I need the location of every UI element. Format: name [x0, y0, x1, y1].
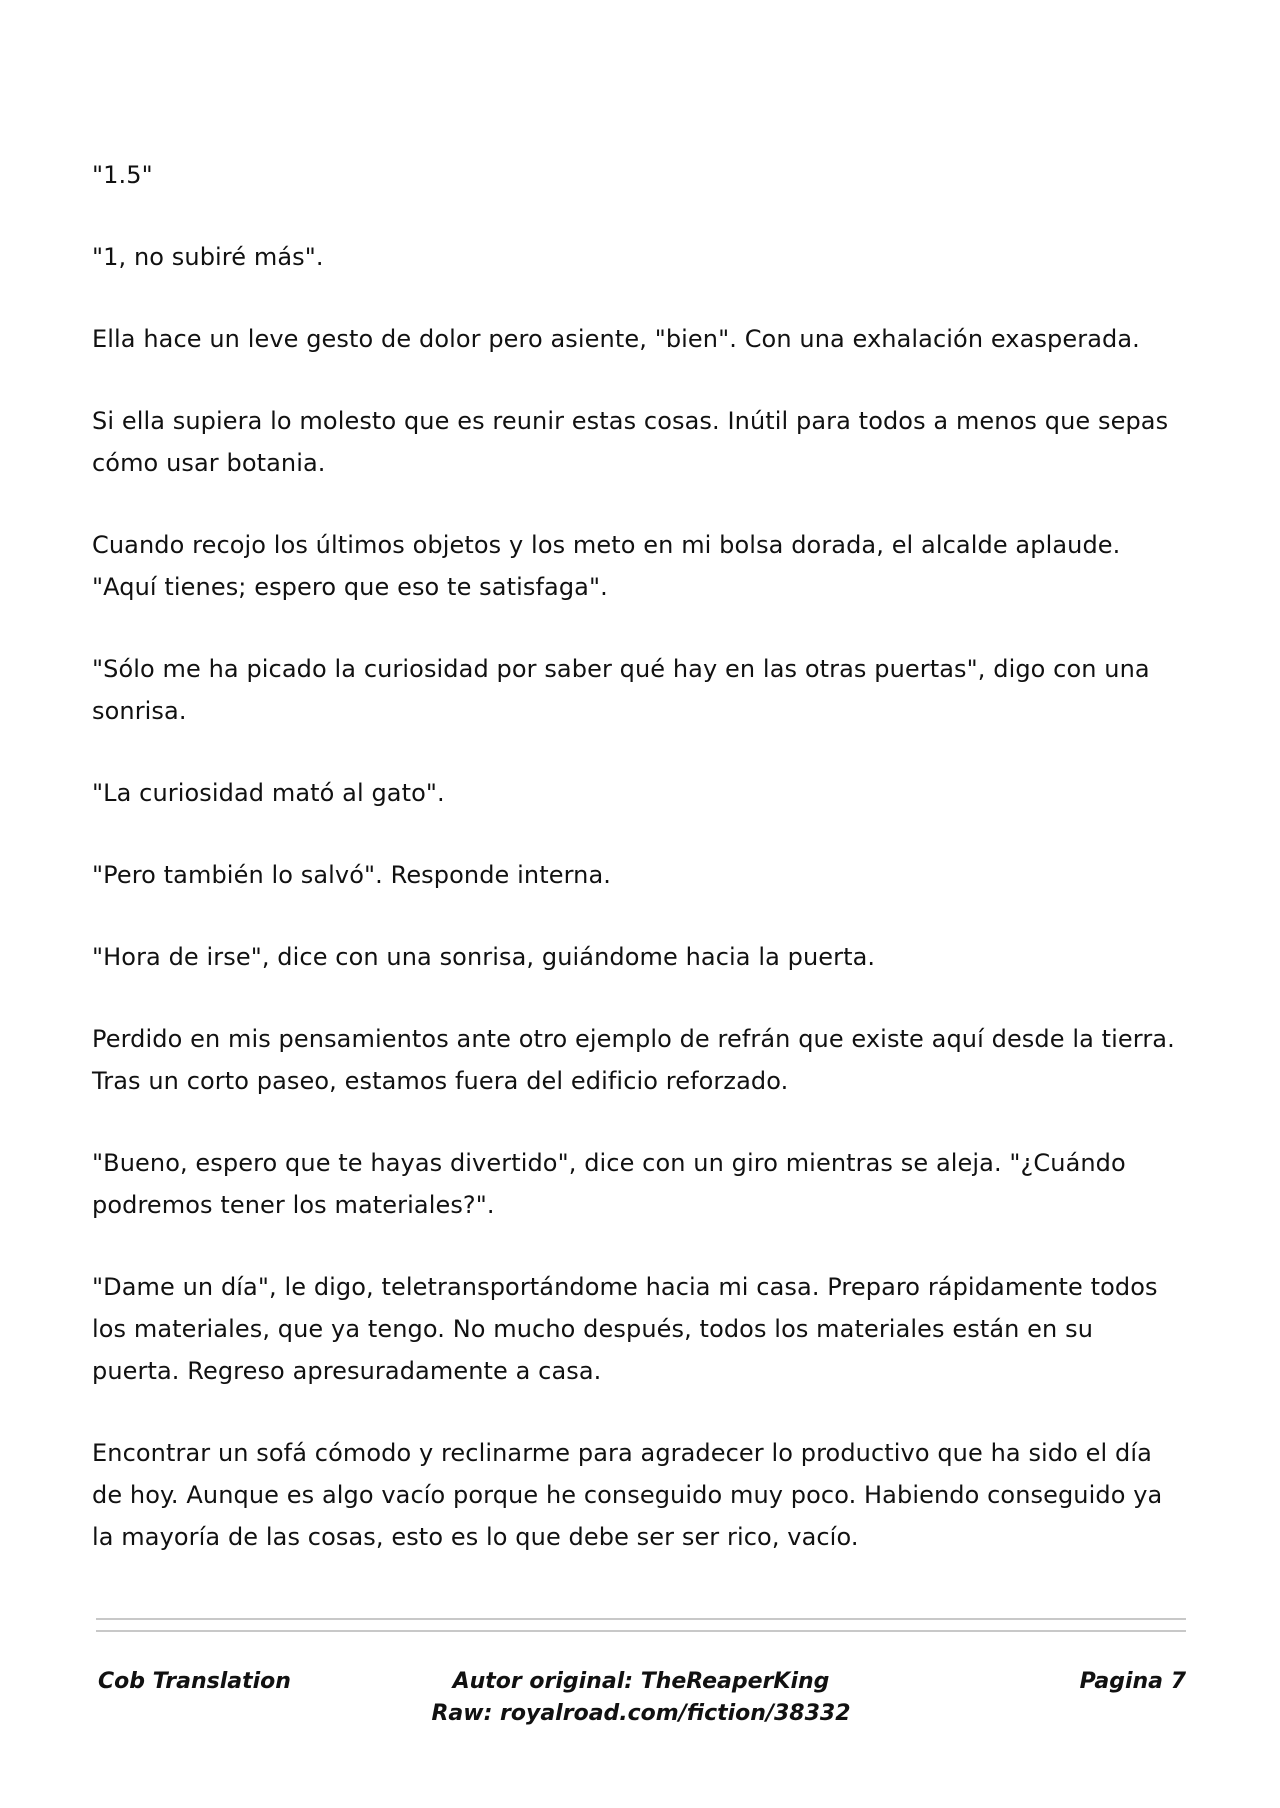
paragraph: Ella hace un leve gesto de dolor pero asiente, "bien". Con una exhalación exasperada. [92, 325, 1140, 353]
footer-page-number: Pagina 7 [1079, 1669, 1186, 1694]
paragraph: "Pero también lo salvó". Responde interna. [92, 861, 611, 889]
paragraph: Encontrar un sofá cómodo y reclinarme para agradecer lo productivo que ha sido el día de hoy. Aunque es algo vacío porque he conseguido muy poco. Habiendo conseguido ya la mayoría de las cosas, esto es lo que debe ser ser rico, vacío. [92, 1439, 1163, 1551]
paragraph: "La curiosidad mató al gato". [92, 779, 445, 807]
footer-divider [96, 1618, 1186, 1620]
paragraph: "1, no subiré más". [92, 243, 324, 271]
paragraph: "Dame un día", le digo, teletransportándome hacia mi casa. Preparo rápidamente todos los materiales, que ya tengo. No mucho después, todos los materiales están en su puerta. Regreso apresuradamente a casa. [92, 1273, 1158, 1385]
paragraph: Perdido en mis pensamientos ante otro ejemplo de refrán que existe aquí desde la tierra. Tras un corto paseo, estamos fuera del edificio reforzado. [92, 1025, 1175, 1095]
page-footer [96, 1618, 1186, 1736]
paragraph: "1.5" [92, 161, 153, 189]
paragraph: "Hora de irse", dice con una sonrisa, guiándome hacia la puerta. [92, 943, 876, 971]
footer-row [96, 1666, 1186, 1736]
footer-raw-source: Raw: royalroad.com/fiction/38332 [431, 1701, 851, 1726]
footer-translator: Cob Translation [98, 1669, 291, 1694]
paragraph: Si ella supiera lo molesto que es reunir estas cosas. Inútil para todos a menos que sepas cómo usar botania. [92, 407, 1169, 477]
paragraph: Cuando recojo los últimos objetos y los meto en mi bolsa dorada, el alcalde aplaude. "Aquí tienes; espero que eso te satisfaga". [92, 531, 1121, 601]
paragraph: "Sólo me ha picado la curiosidad por saber qué hay en las otras puertas", digo con una sonrisa. [92, 655, 1150, 725]
footer-credits [96, 1666, 1186, 1730]
footer-divider [96, 1630, 1186, 1632]
footer-original-author: Autor original: TheReaperKing [452, 1669, 830, 1694]
body-text [92, 154, 1182, 1598]
paragraph: "Bueno, espero que te hayas divertido", dice con un giro mientras se aleja. "¿Cuándo podremos tener los materiales?". [92, 1149, 1126, 1219]
